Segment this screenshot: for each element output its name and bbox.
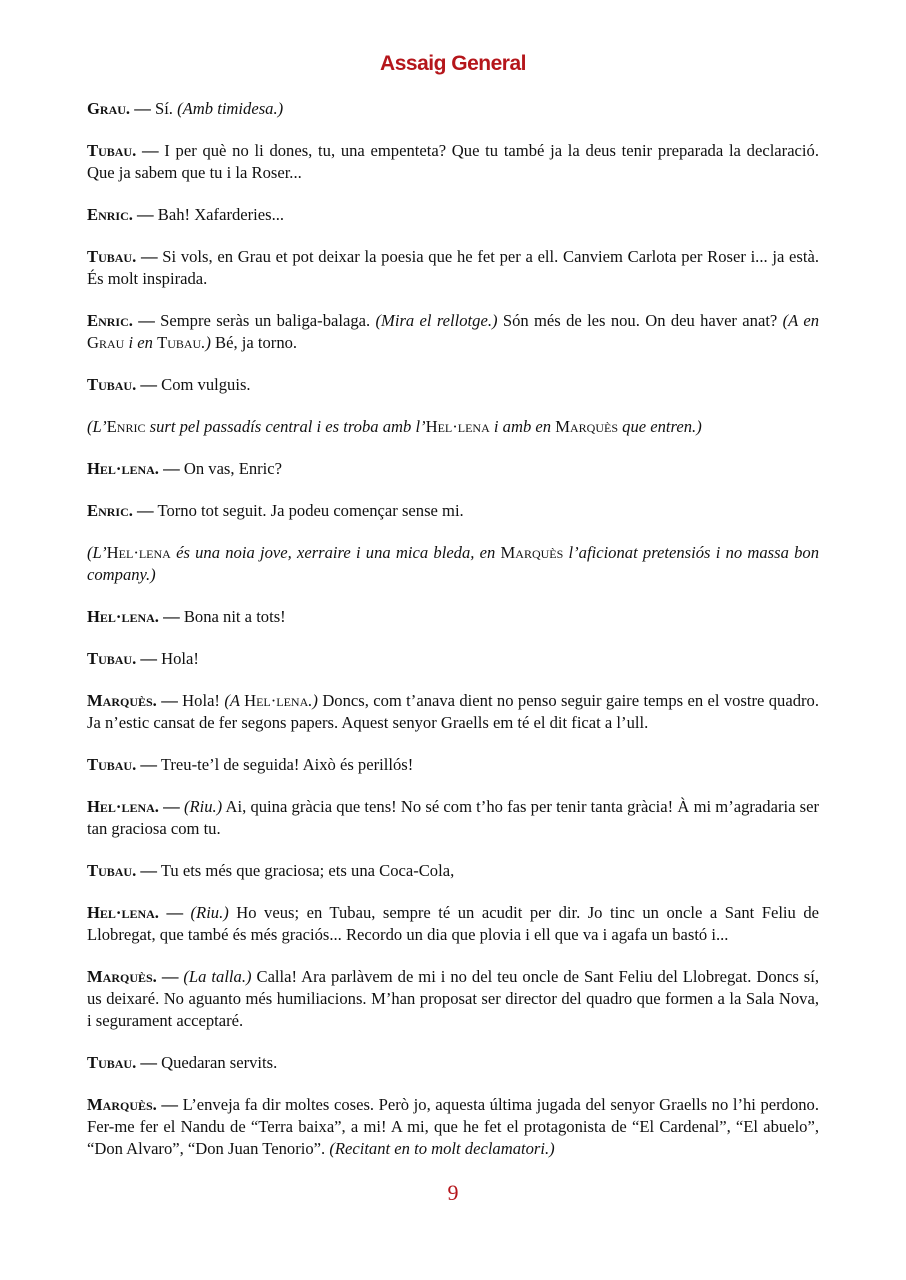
speaker-name: Enric. [87,311,133,330]
speech-dash: — [161,1095,179,1114]
speech-dash: — [137,501,154,520]
dialogue-line [87,98,819,120]
line-text: L’enveja fa dir moltes coses. Però jo, aquesta última jugada del senyor Graells no l’hi perdono. Fer-me fer el Nandu de “Terra baixa”, a mi! A mi, que he fet el protagonista de “El Cardenal”, “El abuelo”, “Don Alvaro”, “Don Juan Tenorio”. [87,1095,819,1158]
speech-dash: — [161,967,179,986]
speaker-name: Marquès. [87,691,157,710]
dialogue-line [87,648,819,670]
document-title: Assaig General [380,52,526,75]
dialogue-line [87,796,819,840]
character-name: Marquès [555,417,618,436]
line-text: Bona nit a tots! [183,607,286,626]
speech-dash: — [140,755,157,774]
speech-dash: — [140,375,157,394]
line-text: Torno tot seguit. Ja podeu començar sense mi. [157,501,464,520]
line-text: Calla! Ara parlàvem de mi i no del teu oncle de Sant Feliu del Llobregat. Doncs sí, us deixaré. No aguanto més humiliacions. M’han proposat ser director del quadro que formen a la Sala Nova, i segurament acceptaré. [87,967,819,1030]
stage-text: .) [308,691,318,710]
dialogue-line [87,754,819,776]
speaker-name: Tubau. [87,649,137,668]
line-text: Treu-te’l de seguida! Això és perillós! [160,755,414,774]
dialogue-content [87,98,819,1180]
speaker-name: Grau. [87,99,131,118]
speaker-name: Tubau. [87,861,137,880]
dialogue-line [87,1094,819,1160]
stage-direction [224,691,318,710]
stage-text: (L’ [87,417,107,436]
speaker-name: Tubau. [87,375,137,394]
character-name: Grau [87,333,125,352]
character-name: Hel·lena [106,543,171,562]
line-text: Sí. [154,99,173,118]
speaker-name: Marquès. [87,967,157,986]
speaker-name: Tubau. [87,141,137,160]
line-text: Com vulguis. [161,375,251,394]
speech-dash: — [166,903,184,922]
dialogue-line [87,374,819,396]
document-page [87,0,819,1280]
stage-text: (A en [782,311,819,330]
speech-dash: — [161,691,178,710]
stage-text: i en [128,333,153,352]
dialogue-line [87,246,819,290]
character-name: Hel·lena [425,417,490,436]
dialogue-line [87,140,819,184]
stage-text: .) [201,333,211,352]
line-text: Bé, ja torno. [215,333,298,352]
stage-text: (L’ [87,543,107,562]
line-text: Quedaran servits. [161,1053,278,1072]
line-text: Sempre seràs un baliga-balaga. [160,311,371,330]
character-name: Hel·lena [244,691,309,710]
stage-direction: (Riu.) [183,797,223,816]
stage-text: surt pel passadís central i es troba amb l’ [149,417,426,436]
character-name: Enric [106,417,146,436]
speaker-name: Hel·lena. [87,797,159,816]
dialogue-line [87,500,819,522]
speaker-name: Hel·lena. [87,607,159,626]
stage-direction: (Amb timidesa.) [177,99,284,118]
speech-dash: — [163,607,180,626]
line-text: Són més de les nou. On deu haver anat? [502,311,778,330]
speech-dash: — [140,1053,157,1072]
line-text: Ho veus; en Tubau, sempre té un acudit per dir. Jo tinc un oncle a Sant Feliu de Llobregat, que també és més graciós... Recordo un dia que plovia i ell que va i agafa un bastó i... [87,903,819,944]
speech-dash: — [137,205,154,224]
speech-dash: — [134,99,151,118]
speaker-name: Hel·lena. [87,903,159,922]
dialogue-line [87,310,819,354]
speech-dash: — [163,459,180,478]
line-text: Tu ets més que graciosa; ets una Coca-Cola, [160,861,455,880]
line-text: Hola! [182,691,220,710]
stage-text: és una noia jove, xerraire i una mica bleda, en [176,543,496,562]
stage-text: l’aficionat pretensiós i no massa bon company.) [87,543,819,584]
stage-direction: (Riu.) [190,903,229,922]
dialogue-line [87,690,819,734]
stage-text: que entren.) [622,417,702,436]
stage-direction: (Mira el rellotge.) [375,311,498,330]
dialogue-line [87,204,819,226]
line-text: Si vols, en Grau et pot deixar la poesia que he fet per a ell. Canviem Carlota per Roser i... ja està. És molt inspirada. [87,247,819,288]
dialogue-line [87,458,819,480]
speaker-name: Tubau. [87,247,137,266]
line-text: On vas, Enric? [183,459,282,478]
speaker-name: Tubau. [87,1053,137,1072]
speech-dash: — [140,861,157,880]
character-name: Marquès [500,543,564,562]
stage-direction: (Recitant en to molt declamatori.) [329,1139,555,1158]
line-text: Ai, quina gràcia que tens! No sé com t’ho fas per tenir tanta gràcia! À mi m’agradaria ser tan graciosa com tu. [87,797,820,838]
stage-direction: (La talla.) [183,967,252,986]
line-text: I per què no li dones, tu, una empenteta? Que tu també ja la deus tenir preparada la declaració. Que ja sabem que tu i la Roser... [87,141,819,182]
stage-text: i amb en [493,417,552,436]
line-text: Hola! [161,649,199,668]
dialogue-line [87,606,819,628]
speaker-name: Marquès. [87,1095,157,1114]
page-number: 9 [447,1180,459,1205]
speech-dash: — [141,141,159,160]
speaker-name: Hel·lena. [87,459,159,478]
speech-dash: — [140,247,158,266]
speaker-name: Tubau. [87,755,137,774]
speech-dash: — [138,311,155,330]
dialogue-line [87,1052,819,1074]
speech-dash: — [140,649,157,668]
stage-direction-paragraph [87,416,819,438]
dialogue-line [87,860,819,882]
line-text: Bah! Xafarderies... [157,205,285,224]
dialogue-line [87,902,819,946]
line-text: Doncs, com t’anava dient no penso seguir gaire temps en el vostre quadro. Ja n’estic cansat de fer segons papers. Aquest senyor Graells em té el dit ficat a l’ull. [87,691,819,732]
speech-dash: — [163,797,180,816]
stage-text: (A [224,691,240,710]
speaker-name: Enric. [87,205,133,224]
speaker-name: Enric. [87,501,133,520]
stage-direction-paragraph [87,542,819,586]
dialogue-line [87,966,819,1032]
character-name: Tubau [157,333,202,352]
